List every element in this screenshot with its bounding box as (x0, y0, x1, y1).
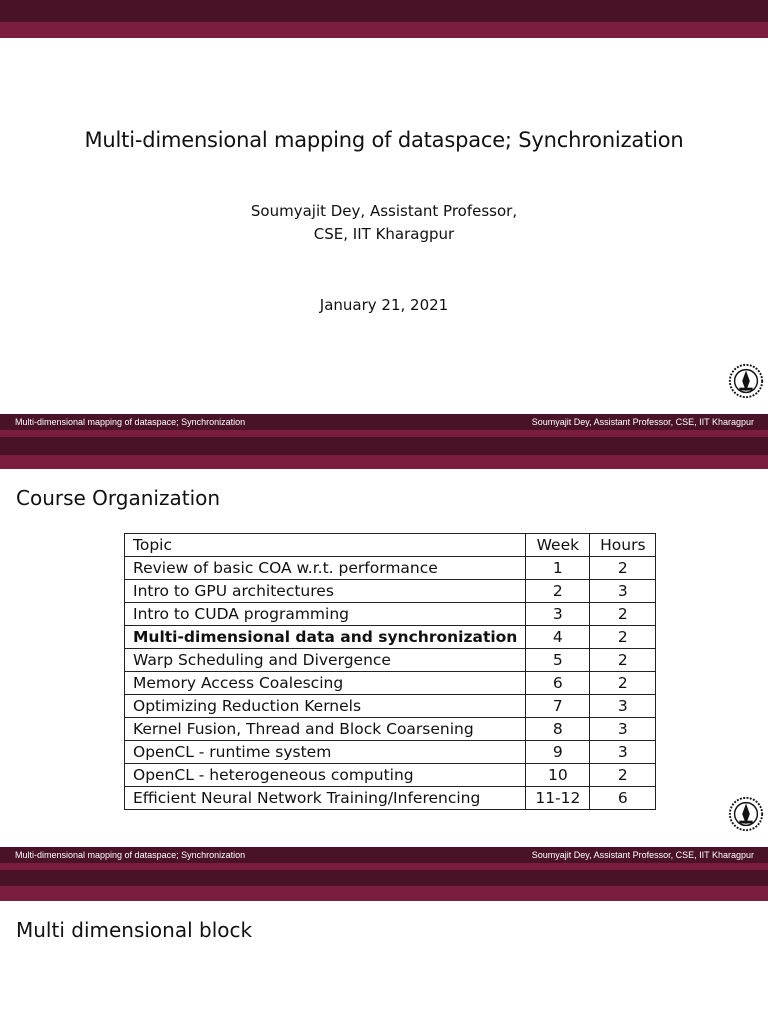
week-cell: 1 (526, 557, 590, 580)
author-affiliation: CSE, IIT Kharagpur (313, 225, 455, 243)
slide3-header-dark-band (0, 870, 768, 886)
slide1-date: January 21, 2021 (319, 296, 449, 314)
slide2-footer (0, 847, 768, 863)
table-row (125, 603, 656, 626)
footer-left-text: Multi-dimensional mapping of dataspace; Synchronization (15, 417, 246, 427)
slide1-title: Multi-dimensional mapping of dataspace; Synchronization (84, 128, 684, 152)
slide2-header-accent-band (0, 455, 768, 469)
topic-cell: Multi-dimensional data and synchronization (125, 626, 526, 649)
week-cell: 7 (526, 695, 590, 718)
week-cell: 3 (526, 603, 590, 626)
topic-cell: Review of basic COA w.r.t. performance (125, 557, 526, 580)
table-row (125, 649, 656, 672)
week-cell: 8 (526, 718, 590, 741)
hours-cell: 2 (590, 672, 656, 695)
topic-cell: Efficient Neural Network Training/Inferencing (125, 787, 526, 810)
column-header-hours: Hours (590, 534, 656, 557)
iit-kharagpur-emblem-icon (727, 362, 765, 400)
slide3-header-accent-band (0, 886, 768, 901)
slide1-author (0, 200, 768, 246)
footer-right-text: Soumyajit Dey, Assistant Professor, CSE, IIT Kharagpur (531, 850, 754, 860)
slide2-header-dark-band (0, 437, 768, 455)
footer-right-text: Soumyajit Dey, Assistant Professor, CSE, IIT Kharagpur (531, 417, 754, 427)
week-cell: 5 (526, 649, 590, 672)
slide3-title: Multi dimensional block (16, 918, 253, 942)
author-name: Soumyajit Dey, Assistant Professor, (250, 202, 518, 220)
week-cell: 4 (526, 626, 590, 649)
week-cell: 10 (526, 764, 590, 787)
topic-cell: Intro to GPU architectures (125, 580, 526, 603)
topic-cell: OpenCL - heterogeneous computing (125, 764, 526, 787)
iit-kharagpur-emblem-icon (727, 795, 765, 833)
topic-cell: Memory Access Coalescing (125, 672, 526, 695)
table-row (125, 557, 656, 580)
slide2-title: Course Organization (16, 486, 221, 510)
hours-cell: 2 (590, 764, 656, 787)
hours-cell: 6 (590, 787, 656, 810)
topic-cell: Intro to CUDA programming (125, 603, 526, 626)
table-row (125, 764, 656, 787)
hours-cell: 3 (590, 580, 656, 603)
hours-cell: 3 (590, 718, 656, 741)
topic-cell: OpenCL - runtime system (125, 741, 526, 764)
table-row-highlighted (125, 626, 656, 649)
hours-cell: 3 (590, 741, 656, 764)
table-row (125, 580, 656, 603)
table-row (125, 695, 656, 718)
table-row (125, 672, 656, 695)
hours-cell: 2 (590, 649, 656, 672)
column-header-week: Week (526, 534, 590, 557)
topic-cell: Optimizing Reduction Kernels (125, 695, 526, 718)
hours-cell: 2 (590, 557, 656, 580)
slide1-header-dark-band (0, 0, 768, 22)
hours-cell: 3 (590, 695, 656, 718)
week-cell: 11-12 (526, 787, 590, 810)
table-row (125, 718, 656, 741)
topic-cell: Kernel Fusion, Thread and Block Coarsening (125, 718, 526, 741)
table-row (125, 787, 656, 810)
slide2-footer-accent-band (0, 863, 768, 870)
course-organization-table (124, 533, 656, 810)
week-cell: 2 (526, 580, 590, 603)
hours-cell: 2 (590, 626, 656, 649)
hours-cell: 2 (590, 603, 656, 626)
table-row (125, 741, 656, 764)
slide1-footer-accent-band (0, 430, 768, 437)
slide1-header-accent-band (0, 22, 768, 38)
topic-cell: Warp Scheduling and Divergence (125, 649, 526, 672)
week-cell: 6 (526, 672, 590, 695)
column-header-topic: Topic (125, 534, 526, 557)
slide1-footer (0, 414, 768, 430)
table-header-row (125, 534, 656, 557)
footer-left-text: Multi-dimensional mapping of dataspace; Synchronization (15, 850, 246, 860)
week-cell: 9 (526, 741, 590, 764)
